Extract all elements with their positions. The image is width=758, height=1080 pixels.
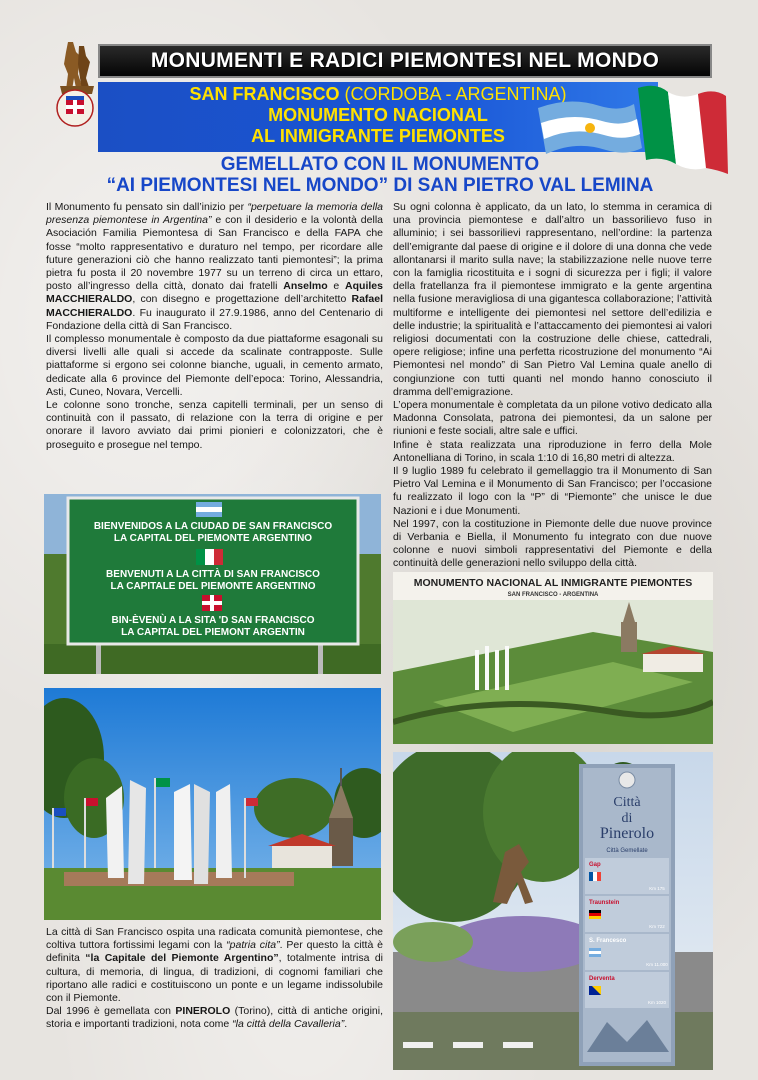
welcome-sign-photo: [44, 494, 381, 674]
left-paragraph-1: [46, 201, 383, 333]
twin-name: S. Francesco: [589, 938, 627, 944]
sign-pm-line2: LA CAPITAL DEL PIEMONT ARGENTIN: [121, 627, 305, 638]
right-paragraph-2: L’opera monumentale è completata da un pilone votivo dedicato alla Madonna Consolata, patrona dei piemontesi, da un salone per riunioni e feste sociali, altre sale e uffici.: [393, 399, 712, 438]
project-subtitle: SAN FRANCISCO - ARGENTINA: [507, 592, 599, 598]
twin-distance: Km 11.000: [646, 962, 668, 967]
project-drawing: [393, 572, 713, 744]
monument-name-line1: MONUMENTO NACIONAL: [268, 105, 488, 125]
twin-name: Derventa: [589, 976, 615, 982]
title-banner: [98, 44, 712, 78]
left-paragraph-3: Le colonne sono tronche, senza capitelli terminali, per un senso di continuità con il passato, di relazione con la terra di origine e per onorare il lavoro avviato dai primi pionieri e colonizzatori, che è proseguito e prosegue nel tempo.: [46, 399, 383, 451]
left-column-text: [46, 201, 383, 452]
text-run-italic: “patria cita”: [226, 939, 280, 952]
right-column-text: [393, 201, 712, 571]
text-run-italic: “perpetuare la memoria della presenza piemontese in Argentina”: [46, 201, 383, 227]
pinerolo-subtitle: Città Gemellate: [606, 848, 648, 854]
monument-photo: [44, 688, 381, 920]
text-run: (Torino), città di antiche origini, storia e importanti tradizioni, nota come: [46, 1005, 383, 1031]
bottom-left-text: [46, 926, 383, 1032]
bottom-paragraph-1: [46, 926, 383, 1005]
text-run: Il Monumento fu pensato sin dall’inizio per: [46, 201, 248, 213]
right-paragraph-4: Il 9 luglio 1989 fu celebrato il gemellaggio tra il Monumento di San Pietro Val Lemina e il Monumento di San Francisco; per l’occasione fu realizzato il logo con la “P” di “Piemonte” che unisce le due Nazioni e i due Monumenti.: [393, 465, 712, 517]
text-run-bold: PINEROLO: [175, 1005, 231, 1018]
text-run: e con il desiderio e la volontà della Asociación Familia Piemontesa di San Francisco e della FAPA che fosse “molto rappresentativo e duraturo nel tempo, per ricordare alle future generazioni ciò che hanno realizzato tanti piemontesi”; la prima pietra fu posta il 20 novembre 1977 su un terreno di circa un ettaro, posto all’ingresso della città, donato dai fratelli: [46, 214, 383, 293]
association-logo: [46, 38, 104, 130]
monument-name-line2: AL INMIGRANTE PIEMONTES: [251, 126, 505, 146]
text-run-bold: Aquiles MACCHIERALDO: [46, 280, 383, 306]
text-run: . Per questo la città è definita: [46, 939, 384, 965]
twin-distance: Km 722: [649, 924, 665, 929]
twin-city-row: [585, 934, 669, 970]
pinerolo-title1: Città: [613, 795, 641, 810]
twin-name: Gap: [589, 862, 601, 868]
text-run-bold: Anselmo: [283, 280, 328, 293]
text-run: e: [327, 280, 346, 293]
sign-it-line2: LA CAPITALE DEL PIEMONTE ARGENTINO: [110, 581, 316, 592]
twinning-heading: [40, 154, 720, 196]
text-run: . Fu inaugurato il 27.9.1986, anno del Centenario di Fondazione della città di San Francisco.: [46, 306, 383, 332]
pinerolo-title2: di: [621, 811, 633, 826]
sign-es-line2: LA CAPITAL DEL PIEMONTE ARGENTINO: [113, 533, 313, 544]
twinning-heading-line2: “AI PIEMONTESI NEL MONDO” DI SAN PIETRO VAL LEMINA: [106, 175, 654, 196]
twin-city-row: [585, 896, 669, 932]
twin-city-row: [585, 972, 669, 1008]
text-run-italic: “la città della Cavalleria”: [232, 1018, 345, 1031]
twinning-heading-line1: GEMELLATO CON IL MONUMENTO: [220, 154, 540, 175]
sign-it-line1: BENVENUTI A LA CITTÀ DI SAN FRANCISCO: [106, 569, 320, 580]
location-city: SAN FRANCISCO: [189, 84, 340, 104]
text-run: , con disegno e progettazione dell’architetto: [132, 293, 352, 306]
text-run: , totalmente intrisa di cultura, di memoria, di lingua, di tradizioni, di cognomi familiari che riportano alle radici e costituiscono un ponte e un legame indissolubile con il Piemonte.: [46, 952, 383, 1005]
text-run: La città di San Francisco ospita una radicata comunità piemontese, che coltiva tuttora fortissimi legami con la: [46, 926, 383, 952]
left-paragraph-2: Il complesso monumentale è composto da due piattaforme esagonali su diversi livelli alle quali si accede da scalinate contrapposte. Sulle piattaforme si ergono sei colonne bianche, uguali, in cemento armato, dedicate alla 6 province del Piemonte dell’epoca: Torino, Alessandria, Asti, Cuneo, Novara, Vercelli.: [46, 333, 383, 398]
project-title: MONUMENTO NACIONAL AL INMIGRANTE PIEMONTES: [413, 577, 693, 589]
right-paragraph-5: Nel 1997, con la costituzione in Piemonte delle due nuove province di Verbania e Biella, il Monumento fu integrato con due nuove colonne e nuovi simboli rappresentativi del Piemonte e della continuità delle generazioni nello sviluppo della città.: [393, 517, 712, 570]
pinerolo-title3: Pinerolo: [599, 825, 655, 842]
banner-title: MONUMENTI E RADICI PIEMONTESI NEL MONDO: [150, 49, 660, 72]
sign-es-line1: BIENVENIDOS A LA CIUDAD DE SAN FRANCISCO: [93, 521, 333, 532]
text-run-bold: Rafael MACCHIERALDO: [46, 293, 383, 319]
text-run: .: [344, 1018, 348, 1031]
right-paragraph-3: Infine è stata realizzata una riproduzione in ferro della Mole Antonelliana di Torino, in scala 1:10 di 16,80 metri di altezza.: [393, 438, 712, 464]
bottom-paragraph-2: [46, 1005, 383, 1031]
argentina-flag-icon: [538, 101, 642, 154]
text-run-bold: “la Capitale del Piemonte Argentino”: [85, 952, 279, 965]
twin-distance: Km 1020: [647, 1000, 667, 1005]
right-paragraph-1: Su ogni colonna è applicato, da un lato, lo stemma in ceramica di una provincia piemontese e dall’altro un bassorilievo fuso in alluminio; i sei bassorilievi rappresentano, nell’ordine: la partenza dell’emigrante dal paese di origine e il dolore di una donna che vede allontanarsi il marito sulla nave; la stabilizzazione nelle nuove terre con la famiglia ricostituita e i sogni di sicurezza per i figli; il valore della fratellanza fra il piemontese immigrato e la gente argentina nella fusione meravigliosa di una gigantesca collaborazione; l’attività multiforme e intelligente dei piemontesi nel settore dell’edilizia e delle industrie; la spiritualità e l’attaccamento dei piemontesi ai valori religiosi documentati con la costruzione delle chiese, cattedrali, opere religiose; infine una perfetta ricostruzione del monumento “Ai Piemontesi nel mondo” di San Pietro Val Lemina quale anello di congiunzione con tutti quanti nel mondo hanno conosciuto il dramma dell’emigrazione.: [393, 201, 712, 398]
twin-distance: Km 175: [649, 886, 665, 891]
sign-pm-line1: BIN-ÈVENÙ A LA SITA 'D SAN FRANCISCO: [111, 615, 315, 626]
text-run: Dal 1996 è gemellata con: [46, 1005, 176, 1018]
twin-name: Traunstein: [589, 900, 620, 906]
pinerolo-sign-photo: [393, 752, 713, 1070]
location-region: (CORDOBA - ARGENTINA): [344, 84, 567, 104]
twin-city-row: [585, 858, 669, 894]
